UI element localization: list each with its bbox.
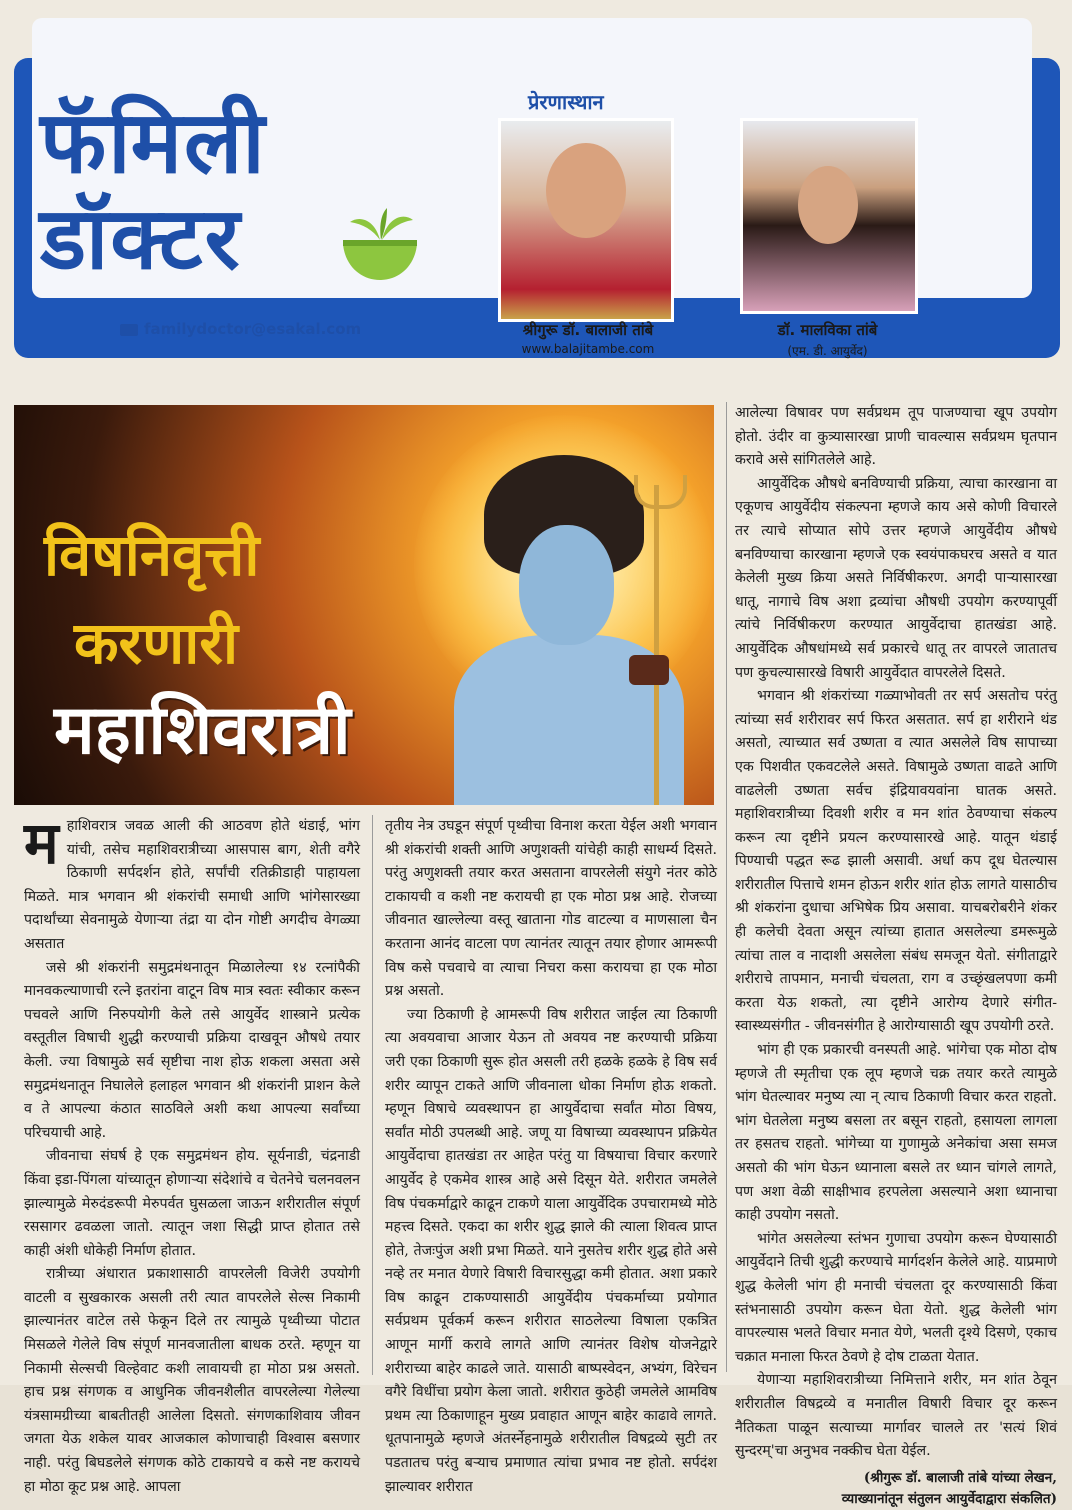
paragraph: ज्या ठिकाणी हे आमरूपी विष शरीरात जाईल त्या ठिकाणी त्या अवयवाचा आजार येऊन तो अवयव नष्ट करण्याची प्रक्रिया जरी एका ठिकाणी सुरू होत असली तरी हळके हळके हे विष सर्व शरीर व्यापून टाकते आणि जीवनाला धोका निर्माण होऊ शकतो. म्हणून विषाचे व्यवस्थापन हा आयुर्वेदाचा सर्वांत मोठा विषय, सर्वांत मोठी उपलब्धी आहे. जणू या विषाच्या व्यवस्थापन प्रक्रियेत आयुर्वेदाचा हातखंडा तर आहेत परंतु या विषयाचा विचार करणारे आयुर्वेद हे एकमेव शास्त्र आहे असे दिसून येते. शरीरात जमलेले विष पंचकर्माद्वारे काढून टाकणे याला आयुर्वेदिक उपचारामध्ये मोठे महत्त्व दिसते. एकदा का शरीर शुद्ध झाले की त्याला शिवत्व प्राप्त होते, तेजःपुंज अशी प्रभा मिळते. याने नुसतेच शरीर शुद्ध होते असे नव्हे तर मनात येणारे विषारी विचारसुद्धा कमी होतात. अशा प्रकारे विष काढून टाकण्यासाठी आयुर्वेदीय पंचकर्माच्या प्रयोगात सर्वप्रथम पूर्वकर्म करून शरीरात साठलेल्या विषाला एकत्रित आणून मार्गी करावे लागते आणि त्यानंतर विशेष योजनेद्वारे शरीराच्या बाहेर काढले जाते. यासाठी बाष्पस्वेदन, अभ्यंग, विरेचन वगैरे विधींचा प्रयोग केला जातो. शरीरात कुठेही जमलेले आमविष प्रथम त्या ठिकाणाहून मुख्य प्रवाहात आणून बाहेर काढावे लागते. धूतपानामुळे म्हणजे अंतर्स्नेहनामुळे शरीरातील विषद्रव्ये सुटी तर पडतातच परंतु बऱ्याच प्रमाणात त्यांचा प्रभाव नष्ट होतो. सर्पदंश झाल्यावर शरीरात [385,1006,717,1495]
paragraph: रात्रीच्या अंधारात प्रकाशासाठी वापरलेली विजेरी उपयोगी वाटली व सुखकारक असली तरी त्यात वापरलेले सेल्स निकामी झाल्यानंतर वाटेल तसे फेकून दिले तर त्यामुळे पृथ्वीच्या पोटात मिसळले गेलेले विष संपूर्ण मानवजातीला बाधक ठरते. म्हणून या निकामी सेल्सची विल्हेवाट कशी लावायची हा मोठा प्रश्न असतो. हाच प्रश्न संगणक व आधुनिक जीवनशैलीत वापरलेल्या गेलेल्या यंत्रसामग्रीच्या बाबतीतही आलेला दिसतो. संगणकाशिवाय जीवन जगता येऊ शकेल यावर आजकाल कोणाचाही विश्वास बसणार नाही. परंतु बिघडलेले संगणक कोठे टाकायचे व कसे नष्ट करायचे हा मोठा कूट प्रश्न आहे. आपला [24,1266,360,1495]
paragraph: भगवान श्री शंकरांच्या गळ्याभोवती तर सर्प असतोच परंतु त्यांच्या सर्व शरीरावर सर्प फिरत असतात. सर्प हा शरीराने थंड असतो, त्याच्यात सर्व उष्णता व त्यात असलेले विष सापाच्या एक पिशवीत एकवटलेले असते. विषामुळे उष्णता वाढते आणि वाढलेली उष्णता सर्वच इंद्रियावयवांना घातक असते. महाशिवरात्रीच्या दिवशी शरीर व मन शांत ठेवण्याचा संकल्प करून त्या दृष्टीने प्रयत्न करण्यासारखे आहे. यातून थंडाई पिण्याची पद्धत रूढ झाली असावी. अर्धा कप दूध घेतल्यास शरीरातील पित्ताचे शमन होऊन शरीर शांत होऊ लागते यासाठीच श्री शंकरांना दुधाचा अभिषेक प्रिय असावा. याचबरोबरीने शंकर ही कलेची देवता असून त्यांच्या हातात असलेल्या डमरूमुळे त्यांचा ताल व नादाशी असलेला संबंध समजून येतो. संगीताद्वारे शरीराचे तापमान, मनाची चंचलता, राग व उच्छृंखलपणा कमी करता येऊ शकतो, त्या दृष्टीने आरोग्य देणारे संगीत-स्वास्थ्यसंगीत - जीवनसंगीत हे आरोग्यासाठी खूप उपयोगी ठरते. [735,688,1057,1035]
herbal-bowl-icon [335,200,425,290]
brand-line-1: फॅमिली [40,93,267,193]
credit-line-2: व्याख्यानांतून संतुलन आयुर्वेदाद्वारा संकलित) [841,1490,1057,1507]
paragraph: येणाऱ्या महाशिवरात्रीच्या निमित्ताने शरीर, मन शांत ठेवून शरीरातील विषद्रव्ये व मनातील विषारी विचार दूर करून नैतिकता पाळून सत्याच्या मार्गावर चालले तर 'सत्यं शिवं सुन्दरम्'चा अनुभव नक्कीच घेता येईल. [735,1372,1057,1460]
headline-line-1: विषनिवृत्ती [44,521,260,589]
trident-head [634,475,687,509]
envelope-icon [120,324,138,336]
person2-qualification: (एम. डी. आयुर्वेद) [787,344,868,358]
trident-icon [654,485,659,805]
inspiration-heading: प्रेरणास्थान [528,90,604,114]
paragraph: जीवनाचा संघर्ष हे एक समुद्रमंथन होय. सूर्यनाडी, चंद्रनाडी किंवा इडा-पिंगला यांच्यातून होणाऱ्या संदेशांचे व चेतनेचे चलनवलन झाल्यामुळे मेरुदंडरूपी मेरुपर्वत घुसळला जाऊन शरीरातील संपूर्ण रससागर ढवळला जातो. त्यातून जशा सिद्धी प्राप्त होतात तसे काही अंशी धोकेही निर्माण होतात. [24,1148,360,1259]
portrait-face [546,143,626,238]
paragraph: भांगेत असलेल्या स्तंभन गुणाचा उपयोग करून घेण्यासाठी आयुर्वेदाने तिची शुद्धी करण्याचे मार्गदर्शन केलेले आहे. याप्रमाणे शुद्ध केलेली भांग ही मनाची चंचलता दूर करण्यासाठी किंवा स्तंभनासाठी उपयोग करून घेता येतो. शुद्ध केलेली भांग वापरल्यास भलते विचार मनात येणे, भलती दृश्ये दिसणे, एकाच चक्रात मनाला फिरत ठेवणे हे दोष टाळता येतात. [735,1230,1057,1365]
photo-malvika-tambe [740,118,918,314]
column-divider [726,402,727,1372]
paragraph: आलेल्या विषावर पण सर्वप्रथम तूप पाजण्याचा खूप उपयोग होतो. उंदीर वा कुत्र्यासारखा प्राणी चावल्यास सर्वप्रथम घृतपान करावे असे सांगितलेले आहे. [735,405,1057,469]
paragraph: जसे श्री शंकरांनी समुद्रमंथनातून मिळालेल्या १४ रत्नांपैकी मानवकल्याणाची रत्ने इतरांना वाटून विष मात्र स्वतः स्वीकार करून पचवले आणि निरुपयोगी केले तसे आयुर्वेद शास्त्राने प्रत्येक वस्तूतील विषाची शुद्धी करण्याची प्रक्रिया दाखवून औषधे तयार केली. ज्या विषामुळे सर्व सृष्टीचा नाश होऊ शकला असता असे समुद्रमंथनातून निघालेले हलाहल भगवान श्री शंकरांनी प्राशन केले व ते आपल्या कंठात साठविले अशी कथा आपल्या सर्वांच्या परिचयाची आहे. [24,959,360,1141]
headline-line-3: महाशिवरात्री [54,691,351,770]
headline-line-2: करणारी [74,609,238,677]
article-column-3 [735,402,1057,1510]
column-divider [372,815,373,1375]
paragraph-text: हाशिवरात्र जवळ आली की आठवण होते थंडाई, भांग यांची, तसेच महाशिवरात्रीच्या आसपास बाग, शेती वगैरे ठिकाणी सर्पदर्शन होते, सर्पांची रतिक्रीडाही पाहायला मिळते. मात्र भगवान श्री शंकरांची समाधी आणि भांगेसारख्या पदार्थांच्या सेवनामुळे येणाऱ्या तंद्रा या दोन गोष्टी अगदीच वेगळ्या असतात [24,818,360,952]
author-credit [735,1468,1057,1510]
section-brand [40,95,340,287]
paragraph: तृतीय नेत्र उघडून संपूर्ण पृथ्वीचा विनाश करता येईल अशी भगवान श्री शंकरांची शक्ती आणि अणुशक्ती यांचेही काही साधर्म्य दिसते. परंतु अणुशक्ती तयार करत असताना वापरलेली संयुगे नंतर कोठे टाकायची व कशी नष्ट करायची हा एक मोठा प्रश्न आहे. रोजच्या जीवनात खाल्लेल्या वस्तू खाताना गोड वाटल्या व माणसाला चैन करताना आनंद वाटला पण त्यानंतर त्यातून तयार होणार आमरूपी विष कसे पचवाचे वा त्याचा निचरा कसा करायचा हा एक मोठा प्रश्न असतो. [385,818,717,1000]
article-column-2 [385,815,717,1499]
person1-name: श्रीगुरू डॉ. बालाजी तांबे [522,321,654,339]
portrait-face [798,166,858,244]
shiva-face [519,525,614,645]
contact-email[interactable] [120,320,361,338]
paragraph [24,809,360,957]
email-text: familydoctor@esakal.com [144,320,362,338]
paragraph: आयुर्वेदिक औषधे बनविण्याची प्रक्रिया, त्याचा कारखाना वा एकूणच आयुर्वेदीय संकल्पना म्हणजे काय असे कोणी विचारले तर त्याचे सोप्यात सोपे उत्तर म्हणजे आयुर्वेदीय औषधे बनविण्याचा कारखाना म्हणजे एक स्वयंपाकघरच असते व यात केलेली मुख्य क्रिया असते निर्विषीकरण. अगदी पाऱ्यासारखा धातू, नागाचे विष अशा द्रव्यांचा औषधी उपयोग करण्यापूर्वी त्यांचे निर्विषीकरण करण्यात आयुर्वेदाचा हातखंडा आहे. आयुर्वेदिक औषधांमध्ये सर्व प्रकारचे धातू तर वापरले जातातच पण कुचल्यासारखे विषारी आयुर्वेदात वापरलेले दिसते. [735,475,1057,681]
person1-website[interactable]: www.balajitambe.com [521,342,655,356]
person2-name: डॉ. मालविका तांबे [777,321,878,339]
brand-line-2: डॉक्टर [40,189,242,289]
drop-cap: म [24,809,59,877]
hero-image [14,405,714,805]
paragraph: भांग ही एक प्रकारची वनस्पती आहे. भांगेचा एक मोठा दोष म्हणजे ती स्मृतीचा एक लूप म्हणजे चक्र तयार करते त्यामुळे भांग घेतल्यावर मनुष्य त्या न् त्याच ठिकाणी विचार करत राहतो. भांग घेतलेला मनुष्य बसला तर बसून राहतो, हसायला लागला तर हसतच राहतो. भांगेच्या या गुणामुळे अनेकांचा असा समज असतो की भांग घेऊन ध्यानाला बसले तर ध्यान चांगले लागते, पण अशा वेळी साक्षीभाव हरपलेला असल्याने अशा ध्यानाचा काही उपयोग नसतो. [735,1042,1057,1224]
article-column-1 [24,809,360,1499]
credit-line-1: (श्रीगुरू डॉ. बालाजी तांबे यांच्या लेखन, [863,1469,1057,1486]
photo-balaji-tambe [498,118,674,322]
damaru-icon [629,655,669,685]
